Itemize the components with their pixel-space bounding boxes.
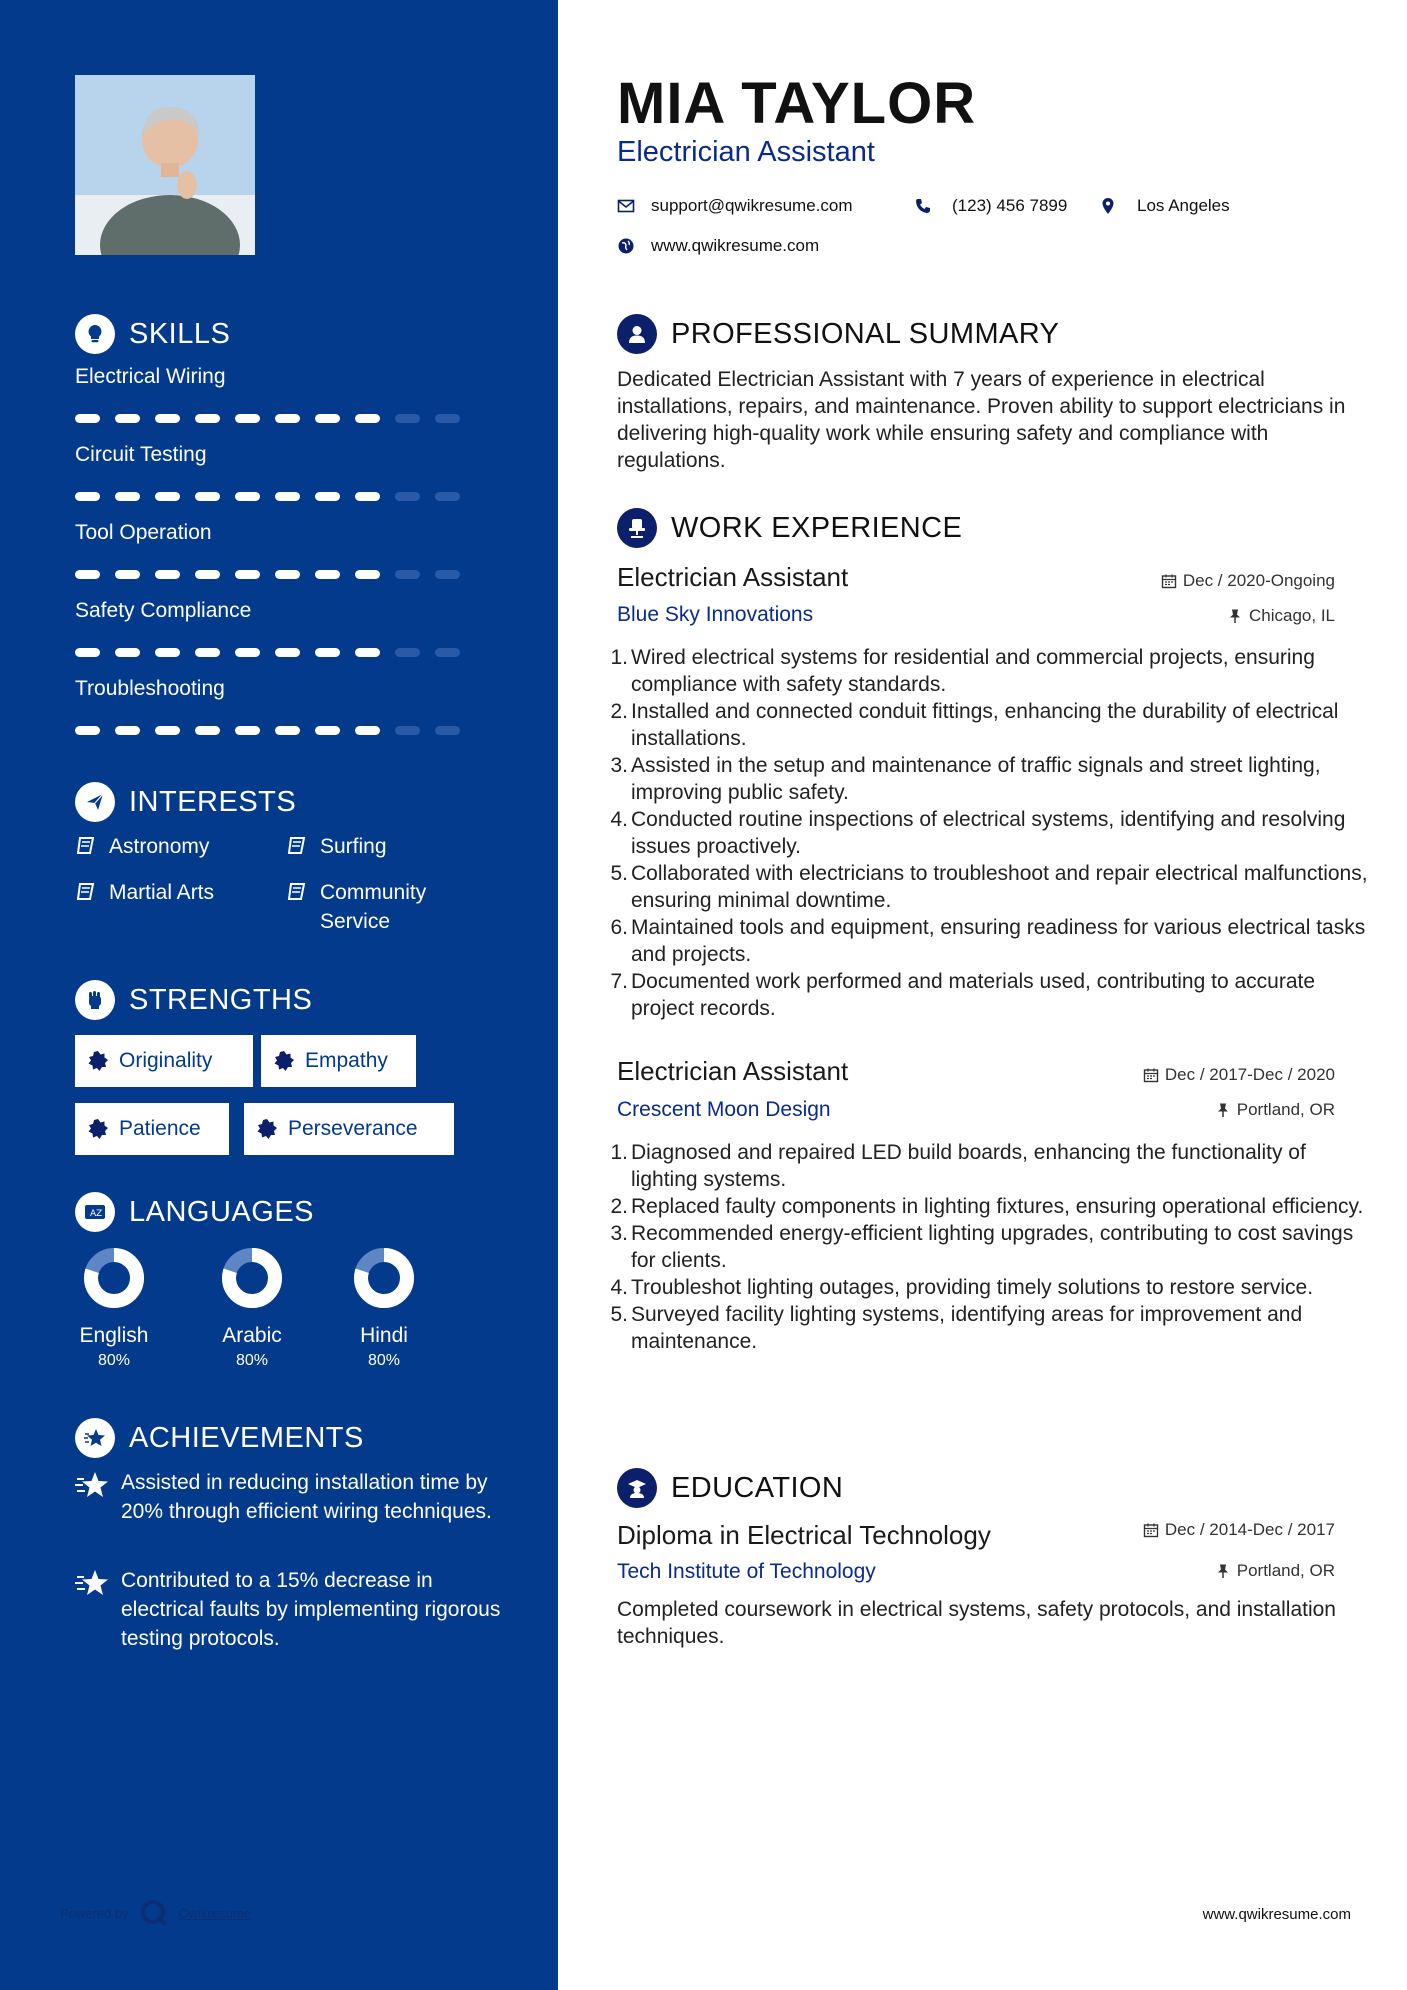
job-company: Blue Sky Innovations (617, 603, 814, 626)
contact-email[interactable] (617, 196, 853, 216)
skills-heading (75, 312, 230, 356)
achievement-item (75, 1566, 505, 1653)
seal-icon (87, 1118, 109, 1140)
achievement-text: Assisted in reducing installation time by 20% through efficient wiring techniques. (121, 1471, 492, 1523)
skill-dash-empty (395, 648, 420, 657)
language-name: English (79, 1324, 149, 1347)
job-duties-list (608, 644, 1368, 1022)
skill-dash-filled (75, 648, 100, 657)
job-location-text: Chicago, IL (1249, 606, 1335, 625)
skill-dash-empty (435, 726, 460, 735)
duty-text: Documented work performed and materials used, contributing to accurate project records. (631, 970, 1316, 1020)
phone-icon (914, 197, 932, 215)
skill-dash-filled (235, 726, 260, 735)
education-heading (617, 1466, 843, 1510)
duty-item: 4. Conducted routine inspections of electrical systems, identifying and resolving issues proactively. (608, 806, 1368, 860)
user-icon (617, 314, 657, 354)
contact-phone[interactable] (914, 196, 1067, 216)
language-percent: 80% (235, 1352, 269, 1369)
job-title: Electrician Assistant (617, 562, 849, 592)
calendar-icon (1143, 1522, 1159, 1538)
pin-icon (1215, 1563, 1231, 1579)
graduate-icon (617, 1468, 657, 1508)
skill-dash-filled (195, 726, 220, 735)
skill-dash-filled (315, 414, 340, 423)
skill-dash-filled (75, 726, 100, 735)
job-dates-text: Dec / 2017-Dec / 2020 (1164, 1065, 1335, 1084)
lightbulb-icon (75, 314, 115, 354)
sidebar (0, 0, 558, 1990)
strengths-heading-text: STRENGTHS (129, 983, 313, 1016)
achievement-text: Contributed to a 15% decrease in electrical faults by implementing rigorous testing protocols. (121, 1569, 501, 1650)
job-title: Electrician Assistant (617, 1056, 849, 1086)
skill-dash-filled (115, 726, 140, 735)
experience-heading (617, 506, 962, 550)
map-marker-icon (1099, 197, 1117, 215)
book-icon (286, 835, 308, 857)
interest-item (286, 878, 476, 936)
job-company: Crescent Moon Design (617, 1098, 831, 1121)
languages-heading-text: LANGUAGES (129, 1195, 314, 1228)
achievement-item (75, 1468, 505, 1526)
qwikresume-link[interactable]: Qwikresume (178, 1905, 251, 1921)
job-location (1227, 606, 1335, 626)
duty-text: Surveyed facility lighting systems, identifying areas for improvement and maintenance. (631, 1303, 1303, 1353)
language-item (187, 1246, 317, 1370)
skill-dash-empty (435, 570, 460, 579)
location-text: Los Angeles (1137, 196, 1230, 215)
skill-dash-empty (395, 570, 420, 579)
pin-icon (1215, 1102, 1231, 1118)
skill-level-bar (75, 414, 455, 423)
education-location (1215, 1561, 1335, 1581)
star-icon (75, 1568, 109, 1598)
skill-dash-empty (435, 414, 460, 423)
skill-dash-filled (155, 492, 180, 501)
interest-item (75, 832, 265, 861)
skill-dash-empty (395, 414, 420, 423)
skill-dash-filled (275, 570, 300, 579)
skill-dash-filled (75, 570, 100, 579)
translate-icon (75, 1192, 115, 1232)
skill-level-bar (75, 492, 455, 501)
skill-dash-filled (195, 492, 220, 501)
duty-text: Conducted routine inspections of electrical systems, identifying and resolving issues proactively. (631, 808, 1346, 858)
duty-text: Replaced faulty components in lighting fixtures, ensuring operational efficiency. (631, 1195, 1364, 1218)
fist-icon (75, 980, 115, 1020)
skill-item (75, 521, 475, 545)
skill-dash-filled (355, 570, 380, 579)
interests-heading-text: INTERESTS (129, 785, 297, 818)
duty-text: Troubleshot lighting outages, providing timely solutions to restore service. (631, 1276, 1314, 1299)
summary-heading (617, 312, 1059, 356)
skill-dash-empty (435, 492, 460, 501)
book-icon (75, 881, 97, 903)
powered-by (60, 1898, 251, 1928)
language-item (49, 1246, 179, 1370)
duty-text: Recommended energy-efficient lighting upgrades, contributing to cost savings for clients. (631, 1222, 1354, 1272)
skill-name: Safety Compliance (75, 599, 252, 622)
skill-dash-filled (155, 726, 180, 735)
skill-dash-filled (315, 570, 340, 579)
skill-dash-empty (395, 726, 420, 735)
skill-dash-filled (355, 492, 380, 501)
calendar-icon (1143, 1067, 1159, 1083)
skill-dash-filled (275, 414, 300, 423)
achievements-heading (75, 1416, 364, 1460)
skill-name: Circuit Testing (75, 443, 207, 466)
language-name: Hindi (360, 1324, 408, 1347)
skill-dash-filled (315, 726, 340, 735)
skill-dash-filled (355, 648, 380, 657)
interest-label: Community Service (320, 881, 427, 933)
education-school: Tech Institute of Technology (617, 1560, 876, 1583)
paper-plane-icon (75, 782, 115, 822)
skill-dash-filled (315, 492, 340, 501)
qwikresume-logo-icon (139, 1898, 169, 1928)
duty-item: 4. Troubleshot lighting outages, providing timely solutions to restore service. (610, 1276, 1314, 1299)
interests-heading (75, 780, 296, 824)
education-location-text: Portland, OR (1236, 1561, 1335, 1580)
strength-chip (75, 1103, 229, 1155)
interest-label: Martial Arts (109, 881, 215, 904)
strength-label: Patience (119, 1117, 201, 1140)
education-dates (1143, 1520, 1335, 1540)
duty-text: Collaborated with electricians to troubleshoot and repair electrical malfunctions, ensuring minimal downtime. (631, 862, 1368, 912)
skill-level-bar (75, 726, 455, 735)
strength-chip (75, 1035, 253, 1087)
duty-item: 5. Surveyed facility lighting systems, identifying areas for improvement and maintenance. (608, 1301, 1368, 1355)
skill-dash-filled (355, 414, 380, 423)
interest-label: Astronomy (109, 835, 210, 858)
skill-dash-filled (195, 414, 220, 423)
duty-item: 2. Installed and connected conduit fittings, enhancing the durability of electrical installations. (608, 698, 1368, 752)
job-dates (1161, 571, 1335, 591)
achievements-heading-text: ACHIEVEMENTS (129, 1421, 364, 1454)
language-name: Arabic (222, 1324, 282, 1347)
skill-dash-filled (115, 492, 140, 501)
job-dates (1143, 1065, 1335, 1085)
skills-heading-text: SKILLS (129, 317, 231, 350)
skill-dash-filled (275, 492, 300, 501)
skill-level-bar (75, 648, 455, 657)
powered-by-label: Powered by (60, 1905, 129, 1921)
main-content (558, 0, 1407, 1990)
skill-dash-filled (75, 414, 100, 423)
duty-item: 7. Documented work performed and materials used, contributing to accurate project records. (608, 968, 1368, 1022)
job-dates-text: Dec / 2020-Ongoing (1182, 571, 1335, 590)
interest-label: Surfing (320, 835, 387, 858)
contact-website[interactable] (617, 236, 819, 256)
language-item (319, 1246, 449, 1370)
language-level-donut (82, 1246, 146, 1310)
experience-heading-text: WORK EXPERIENCE (671, 511, 963, 544)
duty-item: 3. Assisted in the setup and maintenance of traffic signals and street lighting, improving public safety. (608, 752, 1368, 806)
skill-dash-filled (155, 570, 180, 579)
skill-dash-filled (355, 726, 380, 735)
duty-item: 1. Wired electrical systems for residential and commercial projects, ensuring compliance with safety standards. (608, 644, 1368, 698)
phone-text: (123) 456 7899 (952, 196, 1068, 215)
skill-item (75, 599, 475, 623)
duty-text: Assisted in the setup and maintenance of traffic signals and street lighting, improving public safety. (631, 754, 1321, 804)
skill-dash-filled (235, 648, 260, 657)
skill-item (75, 443, 475, 467)
languages-heading (75, 1190, 314, 1234)
education-dates-text: Dec / 2014-Dec / 2017 (1164, 1520, 1335, 1539)
office-chair-icon (617, 508, 657, 548)
skill-dash-empty (395, 492, 420, 501)
star-badge-icon (75, 1418, 115, 1458)
duty-text: Installed and connected conduit fittings, enhancing the durability of electrical installations. (631, 700, 1339, 750)
duty-item: 3. Recommended energy-efficient lighting upgrades, contributing to cost savings for clients. (608, 1220, 1368, 1274)
profile-photo (75, 75, 255, 255)
star-icon (75, 1470, 109, 1500)
language-level-donut (220, 1246, 284, 1310)
skill-dash-empty (435, 648, 460, 657)
strengths-heading (75, 978, 312, 1022)
language-percent: 80% (97, 1352, 131, 1369)
svg-text:A: A (90, 1209, 97, 1219)
duty-item: 2. Replaced faulty components in lighting fixtures, ensuring operational efficiency. (610, 1195, 1364, 1218)
education-description: Completed coursework in electrical systems, safety protocols, and installation techniques. (617, 1598, 1336, 1648)
skill-dash-filled (115, 414, 140, 423)
skill-name: Electrical Wiring (75, 365, 226, 388)
strength-chip (244, 1103, 454, 1155)
seal-icon (87, 1050, 109, 1072)
skill-dash-filled (75, 492, 100, 501)
duty-text: Maintained tools and equipment, ensuring readiness for various electrical tasks and projects. (631, 916, 1366, 966)
language-level-donut (352, 1246, 416, 1310)
skill-dash-filled (115, 570, 140, 579)
skill-dash-filled (155, 414, 180, 423)
book-icon (75, 835, 97, 857)
duty-item: 6. Maintained tools and equipment, ensuring readiness for various electrical tasks and projects. (608, 914, 1368, 968)
job-location-text: Portland, OR (1236, 1100, 1335, 1119)
skill-level-bar (75, 570, 455, 579)
strength-label: Originality (119, 1049, 213, 1072)
interest-item (75, 878, 265, 907)
website-text: www.qwikresume.com (651, 236, 820, 255)
skill-name: Tool Operation (75, 521, 212, 544)
skill-dash-filled (275, 648, 300, 657)
candidate-role: Electrician Assistant (617, 136, 875, 168)
email-text: support@qwikresume.com (651, 196, 853, 215)
strength-chip (261, 1035, 416, 1087)
footer-url[interactable]: www.qwikresume.com (1202, 1906, 1351, 1923)
candidate-name: MIA TAYLOR (617, 71, 977, 136)
education-heading-text: EDUCATION (671, 1471, 844, 1504)
skill-dash-filled (315, 648, 340, 657)
duty-text: Diagnosed and repaired LED build boards, enhancing the functionality of lighting systems. (631, 1141, 1306, 1191)
skill-dash-filled (195, 570, 220, 579)
duty-item: 5. Collaborated with electricians to troubleshoot and repair electrical malfunctions, ensuring minimal downtime. (610, 862, 1368, 912)
profile-photo-image (75, 75, 255, 255)
job-duties-list (608, 1139, 1368, 1355)
summary-text: Dedicated Electrician Assistant with 7 years of experience in electrical installations, repairs, and maintenance. Proven ability to support electricians in delivering high-quality work while ensuring safety and compliance with regulations. (617, 368, 1346, 472)
calendar-icon (1161, 573, 1177, 589)
skill-dash-filled (195, 648, 220, 657)
skill-dash-filled (235, 492, 260, 501)
job-location (1215, 1100, 1335, 1120)
envelope-icon (617, 197, 635, 215)
language-percent: 80% (367, 1352, 401, 1369)
pin-icon (1227, 608, 1243, 624)
skill-dash-filled (275, 726, 300, 735)
education-degree: Diploma in Electrical Technology (617, 1520, 991, 1550)
strength-label: Perseverance (288, 1117, 418, 1140)
strength-label: Empathy (305, 1049, 388, 1072)
skill-name: Troubleshooting (75, 677, 225, 700)
book-icon (286, 881, 308, 903)
summary-heading-text: PROFESSIONAL SUMMARY (671, 317, 1060, 350)
duty-item: 1. Diagnosed and repaired LED build boards, enhancing the functionality of lighting systems. (608, 1139, 1368, 1193)
svg-text:Z: Z (96, 1209, 103, 1219)
skill-dash-filled (235, 414, 260, 423)
skill-item (75, 365, 475, 389)
contact-location (1099, 196, 1230, 216)
interest-item (286, 832, 476, 861)
seal-icon (273, 1050, 295, 1072)
skill-dash-filled (155, 648, 180, 657)
seal-icon (256, 1118, 278, 1140)
globe-icon (617, 237, 635, 255)
skill-dash-filled (115, 648, 140, 657)
skill-dash-filled (235, 570, 260, 579)
duty-text: Wired electrical systems for residential and commercial projects, ensuring compliance with safety standards. (631, 646, 1315, 696)
skill-item (75, 677, 475, 701)
